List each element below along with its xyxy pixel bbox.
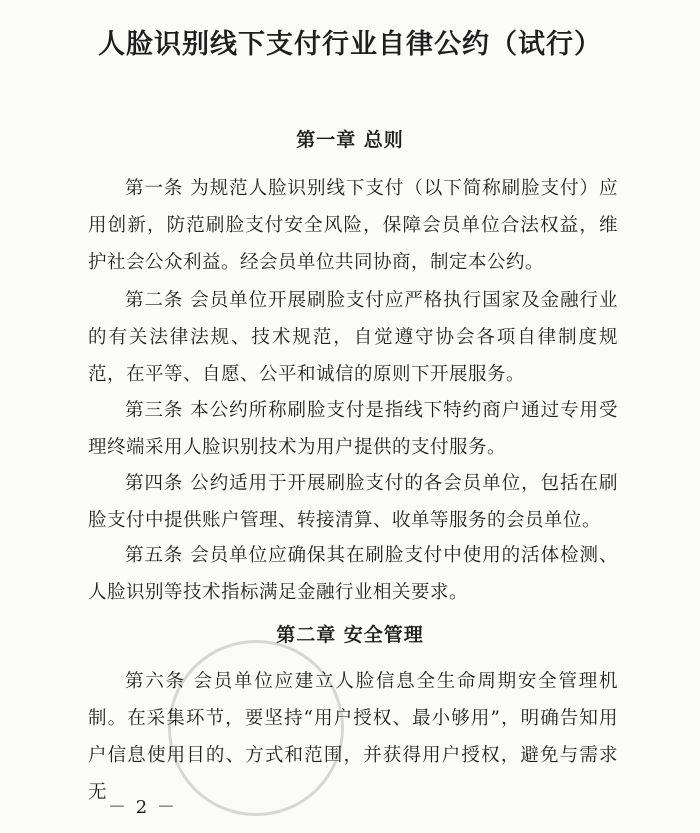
article-paragraph: 第一条 为规范人脸识别线下支付（以下简称刷脸支付）应用创新，防范刷脸支付安全风险，保障会员单位合法权益，维护社会公众利益。经会员单位共同协商，制定本公约。 [88,178,618,273]
document-title: 人脸识别线下支付行业自律公约（试行） [98,29,602,60]
chapter-heading: 第二章 安全管理 [276,624,424,646]
article-paragraph: 第五条 会员单位应确保其在刷脸支付中使用的活体检测、人脸识别等技术指标满足金融行业相关要求。 [88,545,618,603]
article-paragraph: 第三条 本公约所称刷脸支付是指线下特约商户通过专用受理终端采用人脸识别技术为用户提供的支付服务。 [88,400,618,458]
article-paragraph: 第六条 会员单位应建立人脸信息全生命周期安全管理机制。在采集环节，要坚持“用户授权、最小够用”，明确告知用户信息使用目的、方式和范围，并获得用户授权，避免与需求无 [88,671,618,803]
chapter-heading: 第一章 总则 [296,129,404,151]
article-paragraph: 第二条 会员单位开展刷脸支付应严格执行国家及金融行业的有关法律法规、技术规范，自觉遵守协会各项自律制度规范，在平等、自愿、公平和诚信的原则下开展服务。 [88,290,618,385]
page-number: － 2 － [108,797,177,818]
article-paragraph: 第四条 公约适用于开展刷脸支付的各会员单位，包括在刷脸支付中提供账户管理、转接清算、收单等服务的会员单位。 [88,473,618,531]
